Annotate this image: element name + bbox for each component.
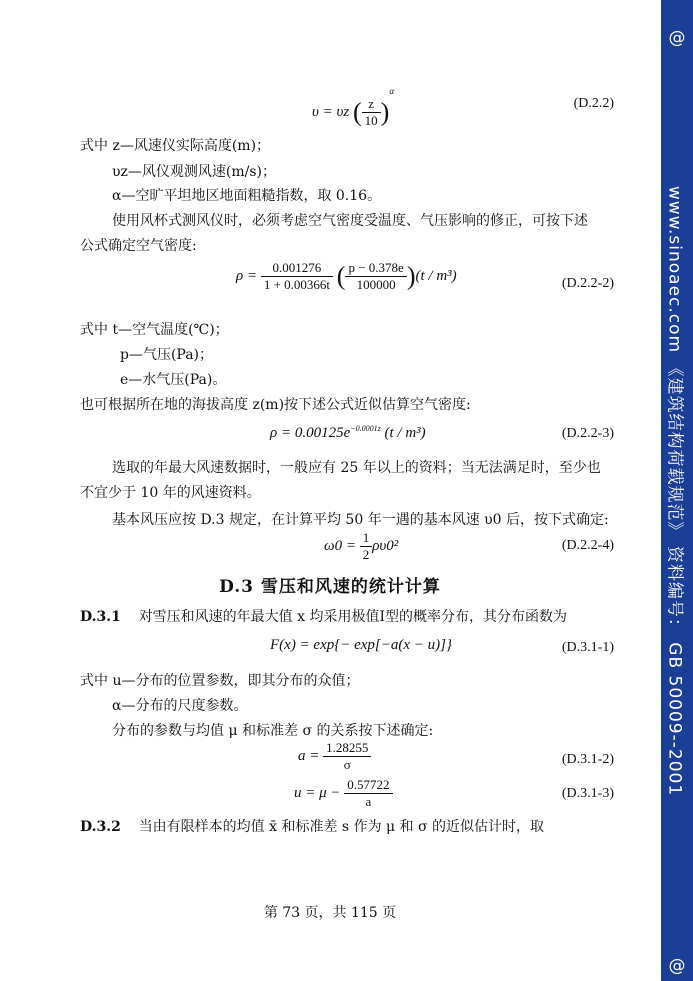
where-alpha: α—空旷平坦地区地面粗糙指数，取 0.16。 bbox=[112, 188, 382, 204]
paragraph-line: 不宜少于 10 年的风速资料。 bbox=[80, 485, 261, 501]
equation-number: (D.2.2-3) bbox=[561, 426, 614, 441]
formula-d31-1: F(x) = exp{− exp[−a(x − u)]} bbox=[270, 637, 452, 653]
paragraph-line: 选取的年最大风速数据时，一般应有 25 年以上的资料；当无法满足时，至少也 bbox=[112, 460, 601, 476]
formula-exponent: −0.0001z bbox=[350, 424, 381, 433]
clause-d31 bbox=[80, 607, 567, 627]
clause-d32 bbox=[80, 817, 544, 837]
formula-numerator: p − 0.378e bbox=[345, 260, 406, 277]
formula-denominator: σ bbox=[343, 757, 351, 772]
equation-number: (D.3.1-3) bbox=[561, 786, 614, 801]
formula-d31-2 bbox=[298, 740, 371, 773]
formula-denominator: 1 + 0.00366t bbox=[263, 277, 331, 292]
formula-d22-2: ρ = $\frac{0.001276}{1 + 0.00366t}$ ( $\frac{p - 0.378e}{100000}$ )(t / m³) bbox=[236, 260, 457, 292]
page-footer: 第 73 页，共 115 页 bbox=[263, 905, 397, 921]
clause-text: 当由有限样本的均值 x̄ 和标准差 s 作为 μ 和 σ 的近似估计时，取 bbox=[138, 819, 545, 835]
section-heading: D.3 雪压和风速的统计计算 bbox=[219, 577, 441, 597]
clause-text: 对雪压和风速的年最大值 x 均采用极值Ⅰ型的概率分布，其分布函数为 bbox=[138, 609, 568, 625]
formula-denominator: 2 bbox=[362, 547, 370, 562]
formula-units: (t / m³) bbox=[384, 425, 426, 441]
formula-numerator: 1.28255 bbox=[323, 740, 371, 757]
where-e: e—水气压(Pa)。 bbox=[120, 372, 227, 388]
where-z: 式中 z—风速仪实际高度(m)； bbox=[80, 138, 271, 154]
at-icon: @ bbox=[668, 956, 686, 976]
formula-lhs: u = μ − bbox=[294, 784, 341, 801]
formula-lhs: ω0 = bbox=[324, 537, 356, 554]
formula-numerator: z bbox=[362, 96, 381, 113]
paragraph-line: 公式确定空气密度: bbox=[80, 238, 197, 254]
formula-d31-3 bbox=[294, 777, 393, 810]
where-a: α—分布的尺度参数。 bbox=[112, 698, 248, 714]
clause-label: D.3.1 bbox=[80, 609, 121, 625]
formula-tail: ρυ0² bbox=[372, 537, 399, 554]
formula-numerator: 0.001276 bbox=[261, 260, 333, 277]
formula-lhs: a = bbox=[298, 747, 320, 764]
formula-d22-4 bbox=[324, 530, 398, 563]
formula-denominator: 10 bbox=[364, 113, 378, 129]
formula-numerator: 1 bbox=[360, 530, 373, 547]
paragraph-line: 使用风杯式测风仪时，必须考虑空气密度受温度、气压影响的修正，可按下述 bbox=[112, 213, 588, 229]
where-vz: υz—风仪观测风速(m/s)； bbox=[112, 164, 276, 180]
equation-number: (D.3.1-2) bbox=[561, 752, 614, 767]
equation-number: (D.3.1-1) bbox=[561, 640, 614, 655]
clause-label: D.3.2 bbox=[80, 819, 121, 835]
formula-exponent: α bbox=[389, 86, 395, 96]
formula-denominator: 100000 bbox=[356, 277, 396, 292]
side-banner bbox=[661, 0, 693, 981]
formula-d22-3 bbox=[270, 424, 426, 442]
where-u: 式中 u—分布的位置参数，即其分布的众值； bbox=[80, 673, 360, 689]
equation-number: (D.2.2-2) bbox=[561, 276, 614, 291]
formula-lhs: υ = υz bbox=[312, 104, 350, 120]
formula-units: (t / m³) bbox=[415, 267, 457, 284]
formula-d22: υ = υz ( $\frac{z}{10}$ )$^\alpha$ bbox=[312, 86, 395, 129]
equation-number: (D.2.2) bbox=[573, 96, 614, 111]
formula-lhs: ρ = 0.00125e bbox=[270, 425, 351, 441]
where-t: 式中 t—空气温度(℃)； bbox=[80, 322, 229, 338]
formula-lhs: ρ = bbox=[236, 267, 258, 284]
side-banner-text: www.sinoaec.com 《建筑结构荷载规范》 资料编号： GB 50009--2001 bbox=[664, 185, 685, 796]
paragraph-line: 基本风压应按 D.3 规定，在计算平均 50 年一遇的基本风速 υ0 后，按下式确定: bbox=[112, 512, 609, 528]
formula-numerator: 0.57722 bbox=[344, 777, 392, 794]
where-p: p—气压(Pa)； bbox=[120, 347, 214, 363]
paragraph-line: 分布的参数与均值 μ 和标准差 σ 的关系按下述确定: bbox=[112, 723, 434, 739]
at-icon: @ bbox=[668, 28, 686, 48]
equation-number: (D.2.2-4) bbox=[561, 538, 614, 553]
paragraph-line: 也可根据所在地的海拔高度 z(m)按下述公式近似估算空气密度: bbox=[80, 397, 471, 413]
formula-denominator: a bbox=[365, 794, 372, 809]
